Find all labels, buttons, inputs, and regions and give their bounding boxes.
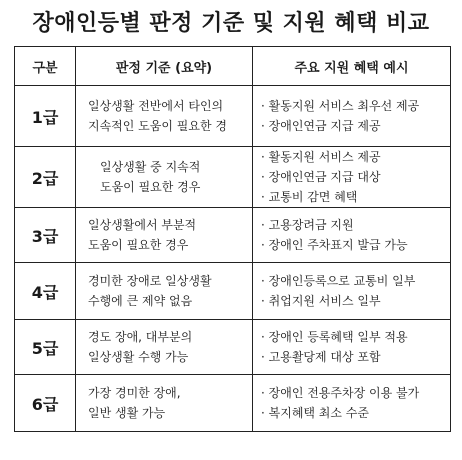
benefits-cell <box>253 208 451 263</box>
criteria-line: 일상생활에서 부분적 <box>88 218 197 232</box>
benefit-item: · 활동지원 서비스 최우선 제공 <box>261 99 420 113</box>
criteria-line: 일상생활 수행 가능 <box>88 350 189 364</box>
benefits-cell <box>253 147 451 208</box>
benefits-cell <box>253 263 451 320</box>
benefit-item: · 장애인연금 지급 대상 <box>261 170 381 184</box>
grade-cell: 2급 <box>15 147 76 208</box>
criteria-line: 수행에 큰 제약 없음 <box>88 294 193 308</box>
benefit-item: · 교통비 감면 혜택 <box>261 190 358 204</box>
criteria-cell <box>76 147 253 208</box>
benefit-item: · 취업지원 서비스 일부 <box>261 294 381 308</box>
criteria-cell <box>76 86 253 147</box>
criteria-line: 지속적인 도움이 필요한 경 <box>88 119 227 133</box>
benefit-item: · 장애인등록으로 교통비 일부 <box>261 274 416 288</box>
benefit-item: · 고용촬당제 대상 포함 <box>261 350 381 364</box>
criteria-line: 가장 경미한 장애, <box>88 386 181 400</box>
criteria-line: 일상생활 중 지속적 <box>100 160 201 174</box>
grade-cell: 5급 <box>15 320 76 375</box>
grade-cell: 1급 <box>15 86 76 147</box>
benefit-item: · 장애인 주차표지 발급 가능 <box>261 238 408 252</box>
criteria-cell <box>76 375 253 432</box>
benefits-cell <box>253 86 451 147</box>
table-row <box>15 263 451 320</box>
criteria-cell <box>76 320 253 375</box>
criteria-line: 일반 생활 가능 <box>88 406 166 420</box>
benefit-item: · 장애인 전용주차장 이용 불가 <box>261 386 420 400</box>
criteria-cell <box>76 263 253 320</box>
criteria-line: 도움이 필요한 경우 <box>100 180 201 194</box>
benefit-item: · 장애인 등록혜택 일부 적용 <box>261 330 408 344</box>
benefit-item: · 장애인연금 지급 제공 <box>261 119 381 133</box>
table-row <box>15 147 451 208</box>
grade-cell: 4급 <box>15 263 76 320</box>
header-criteria: 판정 기준 (요약) <box>76 47 253 86</box>
table-row <box>15 320 451 375</box>
benefits-cell <box>253 320 451 375</box>
criteria-line: 도움이 필요한 경우 <box>88 238 189 252</box>
header-grade: 구분 <box>15 47 76 86</box>
table-row <box>15 86 451 147</box>
benefits-cell <box>253 375 451 432</box>
benefit-item: · 복지혜택 최소 수준 <box>261 406 369 420</box>
criteria-line: 경도 장애, 대부분의 <box>88 330 193 344</box>
table-row <box>15 208 451 263</box>
table-header-row <box>15 47 451 86</box>
benefit-item: · 활동지원 서비스 제공 <box>261 150 381 164</box>
header-benefits: 주요 지원 혜택 예시 <box>253 47 451 86</box>
criteria-line: 경미한 장애로 일상생활 <box>88 274 212 288</box>
page-title: 장애인등별 판정 기준 및 지원 혜택 비교 <box>32 11 430 36</box>
benefit-item: · 고용장려금 지원 <box>261 218 354 232</box>
table-row <box>15 375 451 432</box>
criteria-cell <box>76 208 253 263</box>
criteria-line: 일상생활 전반에서 타인의 <box>88 99 224 113</box>
grade-cell: 3급 <box>15 208 76 263</box>
comparison-table <box>14 46 451 432</box>
grade-cell: 6급 <box>15 375 76 432</box>
